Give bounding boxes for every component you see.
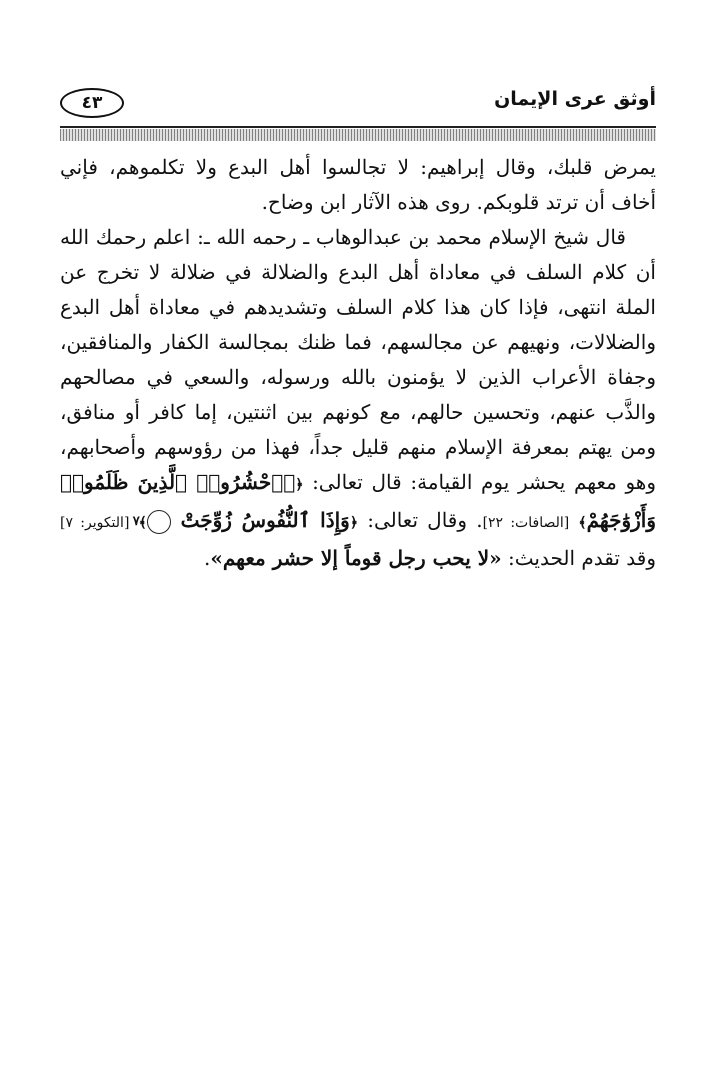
final-period: . bbox=[204, 546, 211, 570]
mid-text: . وقال تعالى: bbox=[367, 508, 483, 532]
quran-bracket-close-2: ﴾ bbox=[138, 515, 147, 531]
verse-2-text: وَإِذَا ٱلنُّفُوسُ زُوِّجَتْ bbox=[180, 508, 350, 532]
after-verse-text: وقد تقدم الحديث: bbox=[508, 546, 656, 570]
header-rule bbox=[60, 126, 656, 128]
quran-bracket-close: ﴾ bbox=[578, 515, 587, 531]
page-number: ٤٣ bbox=[60, 88, 124, 118]
body-text bbox=[60, 150, 656, 576]
quran-bracket-open-2: ﴿ bbox=[349, 515, 359, 531]
page-header bbox=[60, 86, 656, 122]
quran-bracket-open: ﴿ bbox=[295, 477, 304, 493]
hadith-quote: «لا يحب رجل قوماً إلا حشر معهم» bbox=[210, 546, 502, 570]
paragraph-2-intro: قال شيخ الإسلام محمد بن عبدالوهاب ـ رحمه الله ـ: اعلم رحمك الله أن كلام السلف في معاداة أهل البدع والضلالة في ضلالة لا تخرج عن الملة انتهى، فإذا كان هذا كلام السلف وتشديدهم في معاداة أهل البدع والضلالات، ونهيهم عن مجالسهم، فما ظنك بمجالسة الكفار والمنافقين، وجفاة الأعراب الذين لا يؤمنون بالله ورسوله، والسعي في مصالحهم والذَّب عنهم، وتحسين حالهم، مع كونهم بين اثنتين، إما كافر أو منافق، ومن يهتم بمعرفة الإسلام منهم قليل جداً، فهذا من رؤوسهم وأصحابهم، وهو معهم يحشر يوم القيامة: قال تعالى: bbox=[60, 225, 657, 494]
header-hatched-band bbox=[60, 129, 656, 141]
paragraph-2 bbox=[60, 220, 656, 576]
verse-1-reference: [الصافات: ٢٢] bbox=[482, 515, 570, 531]
running-title: أوثق عرى الإيمان bbox=[494, 88, 656, 110]
verse-1-text: ۞ٱحْشُرُوا۟ ٱلَّذِينَ ظَلَمُوا۟ وَأَزْوَٰجَهُمْ bbox=[60, 470, 657, 532]
verse-2-reference: [التكوير: ٧] bbox=[60, 515, 130, 531]
verse-number-marker: ٧ bbox=[147, 510, 171, 534]
paragraph-1-text: يمرض قلبك، وقال إبراهيم: لا تجالسوا أهل البدع ولا تكلموهم، فإني أخاف أن ترتد قلوبكم. روى هذه الآثار ابن وضاح. bbox=[60, 155, 656, 214]
paragraph-1 bbox=[60, 150, 656, 220]
quran-verse-2 bbox=[132, 508, 359, 532]
